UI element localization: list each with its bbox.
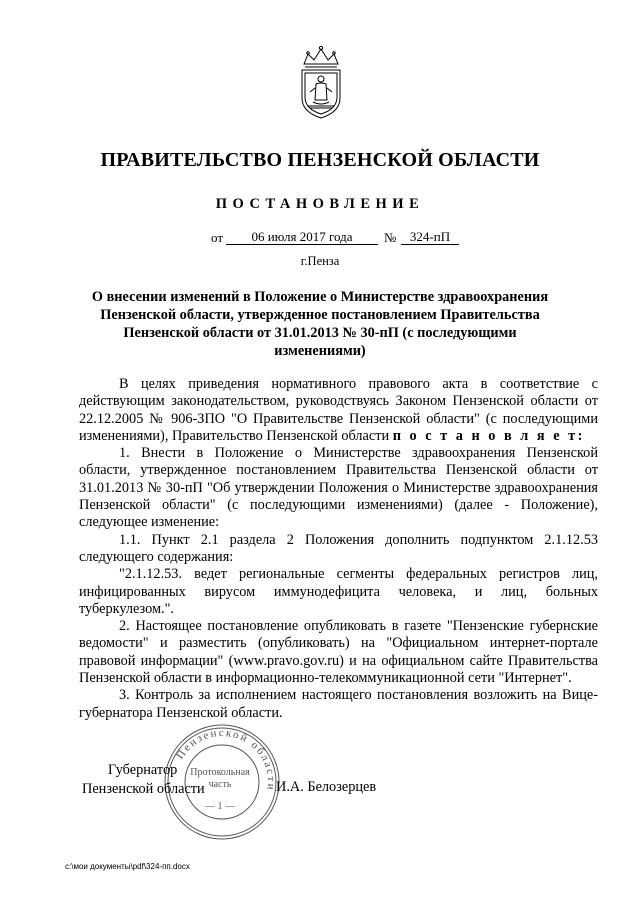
paragraph-1-1-quote: "2.1.12.53. ведет региональные сегменты федеральных регистров лиц, инфицированных вирусом иммунодефицита человека, и лиц, больных туберкулезом.". — [79, 566, 598, 617]
document-number: 324-пП — [401, 230, 459, 245]
signatory-name: И.А. Белозерцев — [276, 779, 377, 795]
paragraph-3: 3. Контроль за исполнением настоящего постановления возложить на Вице-губернатора Пензенской области. — [79, 687, 598, 721]
coat-of-arms-emblem — [296, 44, 346, 122]
document-subject: О внесении изменений в Положение о Министерстве здравоохранения Пензенской области, утвержденное постановлением Правительства Пензенской области от 31.01.2013 № 30-пП (с последующими изменениями) — [91, 289, 549, 359]
document-type: ПОСТАНОВЛЕНИЕ — [215, 196, 425, 212]
date-prefix: от — [211, 230, 224, 245]
paragraph-1-1: 1.1. Пункт 2.1 раздела 2 Положения дополнить подпунктом 2.1.12.53 следующего содержания: — [79, 531, 598, 565]
stamp-number: — 1 — — [205, 801, 235, 812]
preamble-text: В целях приведения нормативного правового акта в соответствие с действующим законодательством, руководствуясь Законом Пензенской области от 22.12.2005 № 906-ЗПО "О Правительстве Пензенской области" (с последующими изменениями), Правительство Пензенской области — [79, 376, 598, 444]
stamp-ring-text: Пензенской области — [174, 726, 278, 793]
preamble-paragraph — [79, 376, 598, 445]
document-body — [79, 376, 598, 722]
paragraph-2: 2. Настоящее постановление опубликовать в газете "Пензенские губернские ведомости" и разместить (опубликовать) на "Официальном интернет-портале правовой информации" (www.pravo.gov.ru) и на официальном сайте Правительства Пензенской области в информационно-телекоммуникационной сети "Интернет". — [79, 618, 598, 687]
file-path-footer: c:\мои документы\pdf\324-пп.docx — [65, 862, 190, 871]
document-date: 06 июля 2017 года — [226, 230, 378, 245]
stamp-line-1: Протокольная — [190, 767, 250, 778]
decides-text: п о с т а н о в л я е т: — [392, 427, 585, 444]
signatory-position — [82, 761, 205, 798]
signatory-position-line2: Пензенской области — [82, 780, 205, 797]
number-prefix: № — [384, 230, 397, 245]
stamp-line-2: часть — [208, 779, 232, 790]
city: г.Пенза — [300, 254, 340, 268]
paragraph-1: 1. Внести в Положение о Министерстве здравоохранения Пензенской области, утвержденное постановлением Правительства Пензенской области от 31.01.2013 № 30-пП "Об утверждении Положения о Министерстве здравоохранения Пензенской области" (с последующими изменениями) (далее - Положение), следующее изменение: — [79, 445, 598, 531]
organization-title: ПРАВИТЕЛЬСТВО ПЕНЗЕНСКОЙ ОБЛАСТИ — [100, 149, 540, 171]
signatory-position-line1: Губернатор — [108, 762, 178, 778]
